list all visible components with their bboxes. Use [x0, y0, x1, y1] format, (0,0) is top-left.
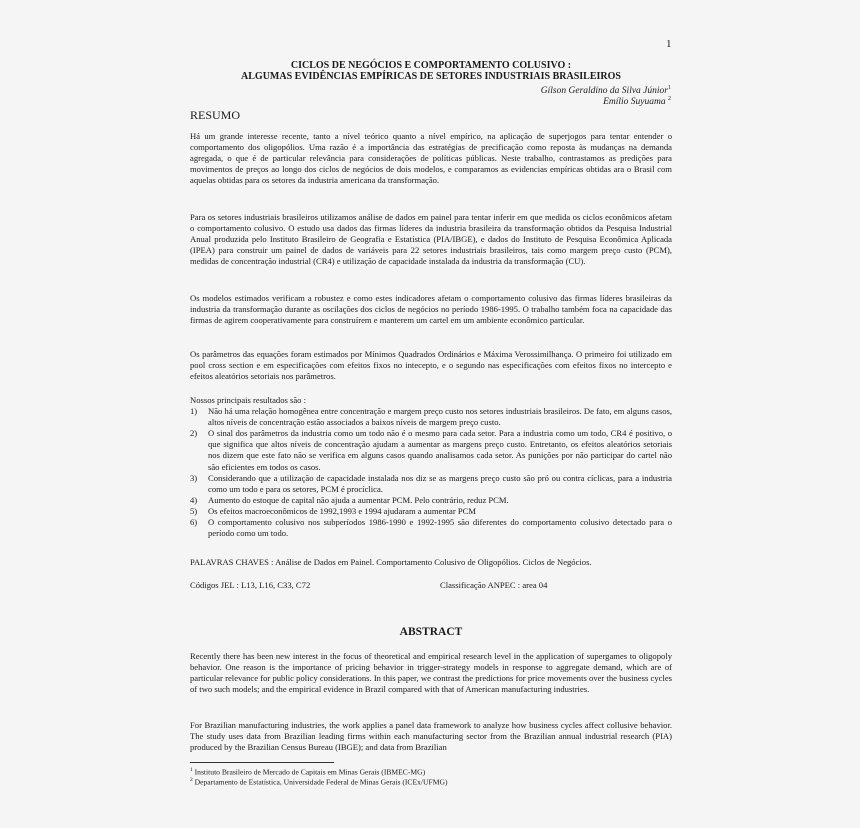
paper-title-line2: ALGUMAS EVIDÊNCIAS EMPÍRICAS DE SETORES INDUSTRIAIS BRASILEIROS: [241, 71, 621, 82]
anpec-classification: Classificação ANPEC : area 04: [440, 580, 548, 590]
jel-codes: Códigos JEL : L13, L16, C33, C72: [190, 580, 311, 590]
author-1-name: Gílson Geraldino da Silva Júnior: [540, 86, 668, 97]
result-text: Aumento do estoque de capital não ajuda a aumentar PCM. Pelo contrário, reduz PCM.: [208, 494, 509, 505]
result-item: [190, 428, 672, 472]
abstract-paragraph-2: For Brazilian manufacturing industries, the work applies a panel data framework to analyze how business cycles affect collusive behavior. The study uses data from Brazilian leading firms within each manufacturing sector from the Brazilian annual industrial research (PIA) produced by the Brazilian Census Bureau (IBGE); and data from Brazilian: [190, 720, 672, 753]
result-number: 3): [190, 472, 198, 483]
footnote-2-text: Departamento de Estatística, Universidade Federal de Minas Gerais (ICEx/UFMG): [194, 777, 448, 787]
result-item: [190, 506, 672, 517]
resumo-paragraph-1: Há um grande interesse recente, tanto a nível teórico quanto a nível empírico, na aplicação de superjogos para tentar entender o comportamento dos oligopólios. Uma razão é a importância das estratégias de precificação como reposta às mudanças na demanda agregada, o que é de particular relevância para considerações de políticas públicas. Neste trabalho, contrastamos as predições para movimentos de preços ao longo dos ciclos de negócios de dois modelos, e comparamos as evidencias empíricas obtidas ara o Brasil com aquelas obtidas para os setores da industria americana da transformação.: [190, 131, 672, 186]
paper-title-line1: CICLOS DE NEGÓCIOS E COMPORTAMENTO COLUSIVO :: [290, 60, 572, 71]
page-number: 1: [666, 38, 672, 50]
result-item: [190, 517, 672, 539]
result-text: O comportamento colusivo nos subperíodos 1986-1990 e 1992-1995 são diferentes do comportamento colusivo detectado para o período como um todo.: [208, 517, 672, 539]
result-number: 5): [190, 505, 198, 516]
resumo-heading: RESUMO: [190, 108, 241, 122]
result-text: O sinal dos parâmetros da industria como um todo não é o mesmo para cada setor. Para a industria como um todo, CR4 é positivo, o que significa que altos níveis de concentração ajudam a aumentar as margens preço custo. Entretanto, os efeitos aleatórios setoriais nos dizem que este fato não se verifica em alguns casos quando analisamos cada setor. As punições por não participar do cartel não são eficientes em todos os casos.: [208, 428, 672, 472]
result-text: Considerando que a utilização de capacidade instalada nos diz se as margens preço custo são pró ou contra cíclicas, para a industria como um todo e para os setores, PCM é procíclica.: [208, 472, 672, 494]
author-2-name: Emílio Suyuama: [603, 97, 666, 108]
results-list: [190, 395, 672, 539]
result-item: [190, 495, 672, 506]
resumo-paragraph-4: Os parâmetros das equações foram estimados por Mínimos Quadrados Ordinários e Máxima Verossimilhança. O primeiro foi utilizado em pool cross section e em especificações com efeitos fixos no intecepto, e o segundo nas especificações com efeitos fixos no intercepto e efeitos aleatórios setoriais nos parâmetros.: [190, 349, 672, 382]
resumo-paragraph-3: Os modelos estimados verificam a robustez e como estes indicadores afetam o comportamento colusivo das firmas líderes brasileiras da industria da transformação durante as oscilações dos ciclos de negócios no período 1986-1995. O trabalho também foca na capacidade das firmas de agirem cooperativamente para construírem e manterem um cartel em um ambiente econômico particular.: [190, 293, 672, 326]
footnote-1-text: Instituto Brasileiro de Mercado de Capitais em Minas Gerais (IBMEC-MG): [194, 767, 426, 777]
result-number: 6): [190, 517, 198, 528]
abstract-heading: ABSTRACT: [399, 626, 463, 638]
result-item: [190, 473, 672, 495]
result-number: 4): [190, 494, 198, 505]
result-number: 1): [190, 406, 198, 417]
footnote-2-mark: 2: [190, 777, 193, 783]
resumo-paragraph-2: Para os setores industriais brasileiros utilizamos análise de dados em painel para tentar inferir em que medida os ciclos econômicos afetam o comportamento colusivo. O estudo usa dados das firmas líderes da industria brasileira da transformação obtidos da Pesquisa Industrial Anual produzida pelo Instituto Brasileiro de Geografia e Estatística (PIA/IBGE), e dados do Instituto de Pesquisa Econômica Aplicada (IPEA) para construir um painel de dados de variáveis para 22 setores industriais brasileiros, tais como margem preço custo (PCM), medidas de concentração industrial (CR4) e utilização de capacidade instalada da industria da transformação (CU).: [190, 212, 672, 267]
result-number: 2): [190, 428, 198, 439]
keywords: PALAVRAS CHAVES : Análise de Dados em Painel. Comportamento Colusivo de Oligopólios. Ciclos de Negócios.: [190, 557, 592, 567]
result-text: Os efeitos macroeconômicos de 1992,1993 e 1994 ajudaram a aumentar PCM: [208, 505, 477, 516]
abstract-paragraph-1: Recently there has been new interest in the focus of theoretical and empirical research level in the application of supergames to oligopoly behavior. One reason is the importance of pricing behavior in trigger-strategy models in response to aggregate demand, which are of particular relevance for public policy considerations. In this paper, we contrast the predictions for price movements over the business cycles of two such models; and the empirical evidence in Brazil compared with that of American manufacturing industries.: [190, 651, 672, 695]
author-1-mark: 1: [668, 85, 671, 91]
footnote-2: [190, 776, 448, 787]
result-item: [190, 406, 672, 428]
author-2: [603, 94, 671, 108]
footnote-1-mark: 1: [190, 767, 193, 773]
author-2-mark: 2: [668, 96, 671, 102]
result-text: Não há uma relação homogênea entre concentração e margem preço custo nos setores industriais brasileiros. De fato, em alguns casos, altos níveis de concentração estão associados a baixos níveis de margem preço custo.: [208, 406, 672, 428]
results-intro: Nossos principais resultados são :: [190, 395, 307, 405]
footnote-divider: [190, 762, 334, 763]
